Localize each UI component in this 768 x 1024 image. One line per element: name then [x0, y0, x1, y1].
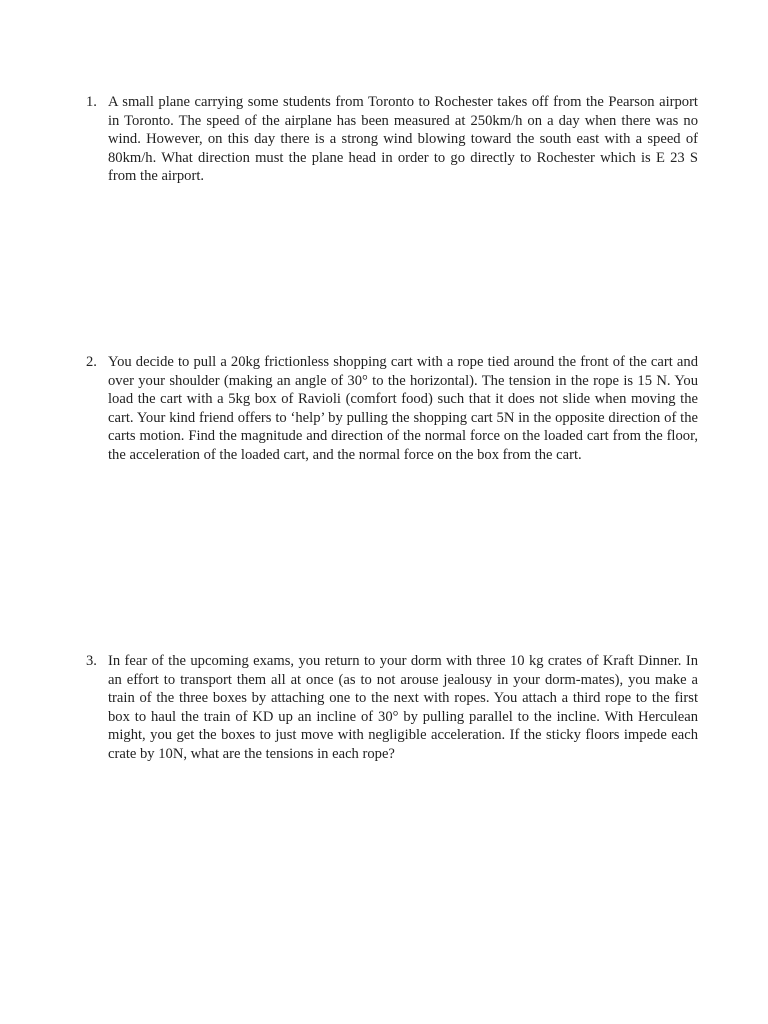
problem-text: You decide to pull a 20kg frictionless shopping cart with a rope tied around the front of the cart and over your shoulder (making an angle of 30° to the horizontal). The tension in the rope is 15 N. You load the cart with a 5kg box of Ravioli (comfort food) such that it does not slide when moving the cart. Your kind friend offers to ‘help’ by pulling the shopping cart 5N in the opposite direction of the carts motion. Find the magnitude and direction of the normal force on the loaded cart from the floor, the acceleration of the loaded cart, and the normal force on the box from the cart.	[108, 354, 698, 463]
problem-2	[86, 353, 698, 465]
problem-number: 3.	[86, 653, 97, 669]
problem-number: 1.	[86, 94, 97, 110]
problem-text: In fear of the upcoming exams, you return to your dorm with three 10 kg crates of Kraft Dinner. In an effort to transport them all at once (as to not arouse jealousy in your dorm-mates), you make a train of the three boxes by attaching one to the next with ropes. You attach a third rope to the first box to haul the train of KD up an incline of 30° by pulling parallel to the incline. With Herculean might, you get the boxes to just move with negligible acceleration. If the sticky floors impede each crate by 10N, what are the tensions in each rope?	[108, 653, 698, 762]
problem-number: 2.	[86, 354, 97, 370]
problem-3	[86, 652, 698, 764]
problem-text: A small plane carrying some students from Toronto to Rochester takes off from the Pearson airport in Toronto. The speed of the airplane has been measured at 250km/h on a day when there was no wind. However, on this day there is a strong wind blowing toward the south east with a speed of 80km/h. What direction must the plane head in order to go directly to Rochester which is E 23 S from the airport.	[108, 94, 698, 185]
problem-1	[86, 93, 698, 186]
